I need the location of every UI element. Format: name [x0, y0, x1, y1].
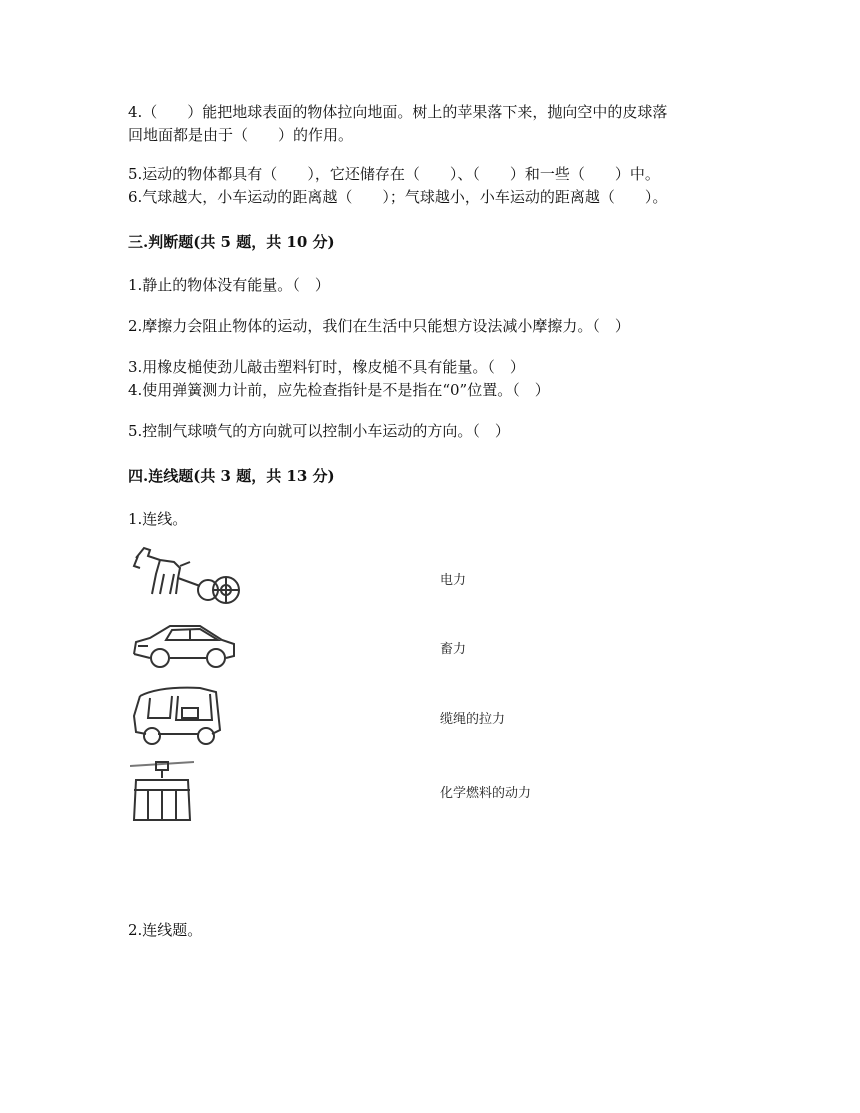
judge-item-4: 4.使用弹簧测力计前，应先检查指针是不是指在“0”位置。（ ）: [128, 381, 550, 399]
question-6: 6.气球越大，小车运动的距离越（ ）；气球越小，小车运动的距离越（ ）。: [128, 188, 668, 206]
judge-item-1: 1.静止的物体没有能量。（ ）: [128, 276, 330, 294]
matching-question-2: 2.连线题。: [128, 921, 203, 939]
judge-item-2: 2.摩擦力会阻止物体的运动，我们在生活中只能想方设法减小摩擦力。（ ）: [128, 317, 630, 335]
match-label-cable-pull: 缆绳的拉力: [440, 712, 506, 727]
match-label-animal-power: 畜力: [440, 642, 467, 657]
match-label-electric: 电力: [440, 573, 467, 588]
judge-item-3: 3.用橡皮槌使劲儿敲击塑料钉时，橡皮槌不具有能量。（ ）: [128, 358, 525, 376]
question-5: 5.运动的物体都具有（ ），它还储存在（ ）、（ ）和一些（ ）中。: [128, 165, 660, 183]
section-heading-matching: 四.连线题(共 3 题，共 13 分): [128, 467, 335, 485]
judge-item-5: 5.控制气球喷气的方向就可以控制小车运动的方向。（ ）: [128, 422, 510, 440]
question-4-line-2: 回地面都是由于（ ）的作用。: [128, 126, 354, 144]
car-icon: [130, 618, 238, 672]
section-heading-judge: 三.判断题(共 5 题，共 10 分): [128, 233, 335, 251]
rickshaw-icon: [130, 686, 224, 748]
match-label-chemical-fuel: 化学燃料的动力: [440, 786, 532, 801]
cable-car-icon: [130, 760, 194, 826]
question-4-line-1: 4.（ ）能把地球表面的物体拉向地面。树上的苹果落下来，抛向空中的皮球落: [128, 103, 668, 121]
matching-question-1: 1.连线。: [128, 510, 188, 528]
horse-cart-icon: [130, 544, 242, 608]
